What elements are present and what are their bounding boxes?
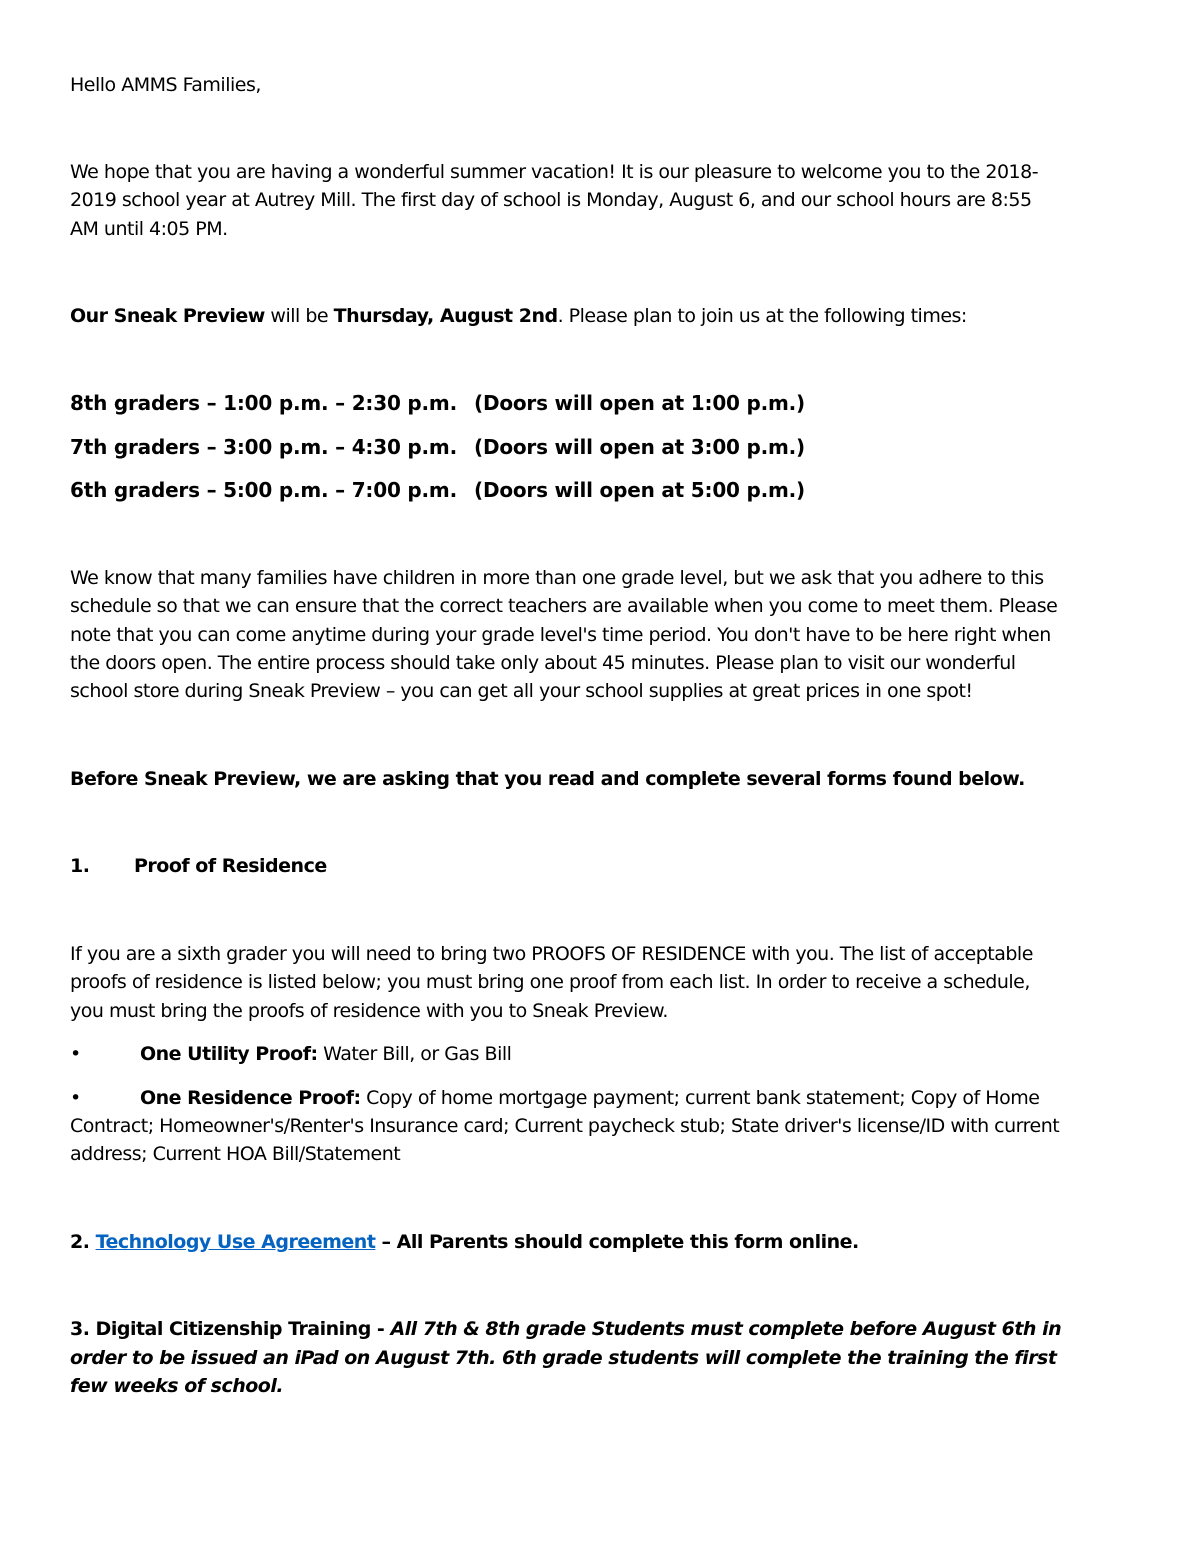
technology-use-agreement-link[interactable]: Technology Use Agreement [95, 1231, 376, 1253]
schedule-grade: 8th graders – 1:00 p.m. – 2:30 p.m. [70, 391, 457, 415]
section-3-lead: 3. Digital Citizenship Training - [70, 1318, 391, 1340]
section-3-line-1 [70, 1315, 1061, 1343]
bullet-utility-proof [70, 1040, 512, 1068]
schedule-row [70, 389, 806, 417]
bullet-residence-proof [70, 1084, 1040, 1112]
section-1-title: Proof of Residence [134, 855, 327, 877]
section-2-rest: – All Parents should complete this form online. [375, 1231, 859, 1253]
schedule-grade: 7th graders – 3:00 p.m. – 4:30 p.m. [70, 435, 457, 459]
intro-line-3: AM until 4:05 PM. [70, 218, 228, 240]
residence-line-3: you must bring the proofs of residence with you to Sneak Preview. [70, 1000, 668, 1022]
bullet-icon: • [70, 1087, 81, 1109]
residence-proof-line-2: Contract; Homeowner's/Renter's Insurance card; Current paycheck stub; State driver's license/ID with current [70, 1115, 1060, 1137]
sneak-preview-date: Thursday, August 2nd [333, 305, 558, 327]
intro-line-1: We hope that you are having a wonderful summer vacation! It is our pleasure to welcome you to the 2018- [70, 161, 1039, 183]
utility-proof-items: Water Bill, or Gas Bill [317, 1043, 512, 1065]
residence-proof-line-3: address; Current HOA Bill/Statement [70, 1143, 401, 1165]
info-line-1: We know that many families have children in more than one grade level, but we ask that you adhere to this [70, 567, 1044, 589]
schedule-row [70, 476, 806, 504]
utility-proof-label: One Utility Proof: [140, 1043, 318, 1065]
info-line-4: the doors open. The entire process should take only about 45 minutes. Please plan to visit our wonderful [70, 652, 1016, 674]
info-line-5: school store during Sneak Preview – you can get all your school supplies at great prices in one spot! [70, 680, 973, 702]
schedule-doors: (Doors will open at 3:00 p.m.) [474, 435, 806, 459]
residence-proof-label: One Residence Proof: [140, 1087, 361, 1109]
schedule-grade: 6th graders – 5:00 p.m. – 7:00 p.m. [70, 478, 457, 502]
section-1-number: 1. [70, 855, 90, 877]
schedule-doors: (Doors will open at 1:00 p.m.) [474, 391, 806, 415]
forms-intro: Before Sneak Preview, we are asking that you read and complete several forms found below. [70, 768, 1025, 790]
sneak-preview-rest: . Please plan to join us at the following times: [557, 305, 967, 327]
utility-proof-text [140, 1040, 511, 1068]
sneak-will-be: will be [264, 305, 334, 327]
greeting: Hello AMMS Families, [70, 74, 261, 96]
sneak-preview-label: Our Sneak Preview [70, 305, 265, 327]
schedule-doors: (Doors will open at 5:00 p.m.) [474, 478, 806, 502]
residence-line-1: If you are a sixth grader you will need to bring two PROOFS OF RESIDENCE with you. The list of acceptable [70, 943, 1033, 965]
intro-line-2: 2019 school year at Autrey Mill. The first day of school is Monday, August 6, and our school hours are 8:55 [70, 189, 1032, 211]
bullet-icon: • [70, 1043, 81, 1065]
section-3-line-3: few weeks of school. [70, 1375, 284, 1397]
section-2-number: 2. [70, 1231, 96, 1253]
section-1-heading [70, 852, 327, 880]
section-2-heading [70, 1228, 859, 1256]
residence-proof-items: Copy of home mortgage payment; current bank statement; Copy of Home [360, 1087, 1040, 1109]
residence-proof-text [140, 1084, 1039, 1112]
sneak-preview-line [70, 302, 967, 330]
info-line-2: schedule so that we can ensure that the correct teachers are available when you come to meet them. Please [70, 595, 1058, 617]
schedule-row [70, 433, 806, 461]
info-line-3: note that you can come anytime during your grade level's time period. You don't have to be here right when [70, 624, 1051, 646]
section-3-text-1: All 7th & 8th grade Students must complete before August 6th in [390, 1318, 1062, 1340]
residence-line-2: proofs of residence is listed below; you must bring one proof from each list. In order to receive a schedule, [70, 971, 1030, 993]
section-3-line-2: order to be issued an iPad on August 7th. 6th grade students will complete the training the first [70, 1347, 1057, 1369]
